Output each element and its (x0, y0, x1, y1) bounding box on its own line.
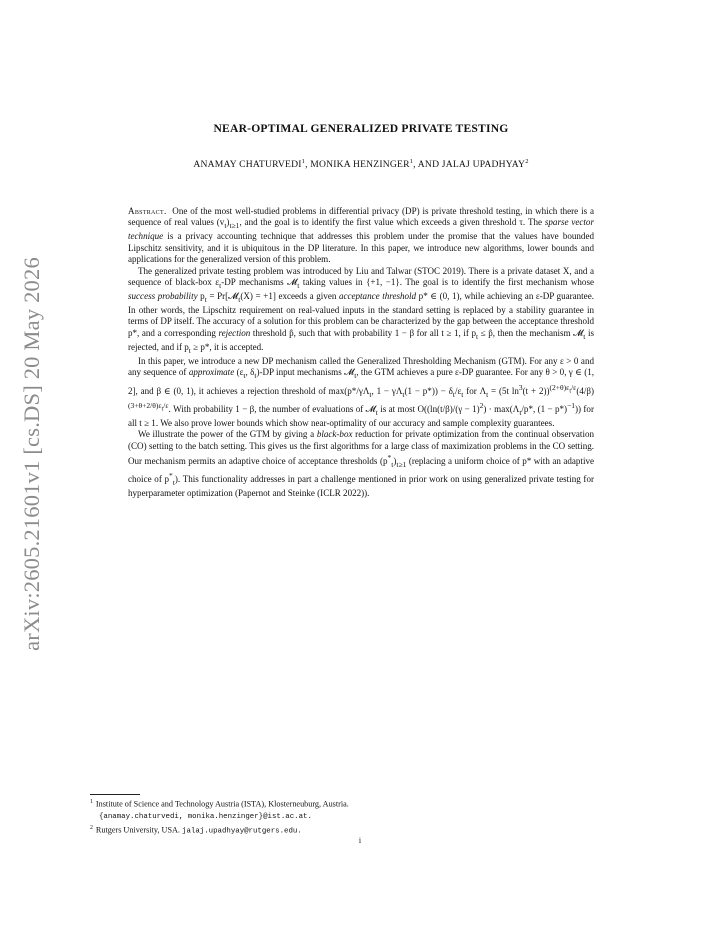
abstract-text: is at most O((ln(t/β)/(γ − 1) (377, 403, 480, 414)
emphasis-text: success probability (128, 291, 198, 301)
math-superscript-part: (2+θ)ε (549, 382, 570, 392)
footnote-email: {anamay.chaturvedi, monika.henzinger}@ist.ac.at. (99, 812, 312, 821)
page-number: i (358, 836, 362, 845)
math-subscript: t (188, 345, 191, 355)
abstract-text: p (197, 291, 205, 301)
abstract-text: threshold p̂, such that with probability 1 − β for all t ≥ 1, if p (250, 327, 477, 338)
math-subscript: t (476, 331, 479, 341)
abstract-text: In this paper, we introduce a new DP mechanism called the Generalized Thresholding Mechanism (GTM). For any ε > 0 and any sequence of (128, 356, 594, 378)
math-subscript: t (354, 371, 357, 381)
abstract-text: reduction for private optimization from the continual observation (CO) setting to the batch setting. This gives us the first algorithms for a large class of maximization problems in the CO setting. Our mechanism permits an adaptive choice of acceptance thresholds (p (128, 429, 595, 466)
abstract-paragraph-1 (128, 206, 594, 266)
footnote-mark: 2 (90, 824, 93, 831)
abstract-text: ). This functionality addresses in part a challenge mentioned in prior work on using generalized private testing for hyperparameter optimization (Papernot and Steinke (ICLR 2022)). (128, 474, 594, 499)
abstract-text: (replacing a uniform choice of p* with an adaptive choice of p (128, 455, 594, 485)
footnote-1-emails (90, 811, 610, 823)
abstract-text: , and the goal is to identify the first value which exceeds a given threshold τ. The (239, 217, 545, 228)
abstract-text: )) for all t ≥ 1. We also prove lower bounds which show near-optimality of our accuracy and sample complexity guarantees. (128, 403, 594, 428)
math-subscript: t (243, 371, 246, 381)
math-subscript: t (297, 280, 300, 290)
math-subscript: t≥1 (229, 221, 240, 231)
abstract-text: , the GTM achieves a pure ε-DP guarantee. For any θ > 0, γ ∈ (1, 2], and β ∈ (0, 1), it achieves a rejection threshold of max(p*/γΛ (128, 367, 594, 396)
abstract-text: is rejected, and if p (128, 327, 594, 352)
author-affiliation-mark: 2 (525, 158, 529, 165)
math-subscript: t (172, 477, 175, 487)
author-separator: , (305, 159, 311, 171)
math-subscript: t (161, 405, 164, 413)
abstract-text: )-DP input mechanisms 𝓜 (256, 367, 355, 378)
abstract-text: (X) = +1] exceeds a given (240, 291, 339, 301)
emphasis-text: rejection (218, 327, 251, 338)
abstract-text: ) · max(Λ (483, 403, 520, 414)
abstract-text: = Pr[𝓜 (206, 291, 239, 301)
math-superscript-part: /ε (571, 382, 577, 392)
footnote-divider (90, 794, 140, 795)
author-name: ANAMAY CHATURVEDI (193, 159, 302, 171)
abstract (128, 206, 594, 500)
author-name: JALAJ UPADHYAY (441, 159, 526, 171)
abstract-text: p* ∈ (0, 1), while achieving an ε-DP guarantee. In other words, the Lipschitz requirement on real-valued inputs in the standard setting is replaced by a stability guarantee in terms of DP itself. The accuracy of a solution for this problem can be characterized by the gap between the acceptance threshold p*, and a corresponding (128, 291, 594, 338)
math-superscript-part: (3+θ+2/θ)ε (128, 400, 162, 410)
abstract-text: ≤ p̂, then the mechanism 𝓜 (478, 327, 584, 338)
math-superscript: 3 (518, 382, 523, 392)
abstract-text: , 1 − γΛ (371, 385, 403, 396)
math-subscript: t (519, 407, 522, 417)
emphasis-text: approximate (188, 367, 235, 378)
math-superscript: −1 (567, 400, 576, 410)
math-subscript: t (486, 389, 489, 399)
author-separator: , AND (413, 159, 442, 171)
math-subscript: t (583, 331, 586, 341)
abstract-text: (4/β) (576, 385, 594, 396)
math-subscript: t (204, 294, 207, 304)
abstract-text: (ε (234, 367, 244, 378)
abstract-text: ) (226, 217, 230, 228)
abstract-text: . With probability 1 − β, the number of evaluations of 𝓜 (168, 403, 376, 414)
abstract-text: We illustrate the power of the GTM by giving a (138, 429, 317, 440)
emphasis-text: sparse vector technique (128, 217, 594, 242)
author-affiliation-mark: 1 (301, 158, 306, 165)
abstract-paragraph-4 (128, 429, 594, 499)
math-subscript: t (219, 280, 222, 290)
math-subscript: t (254, 371, 257, 381)
math-subscript: t (238, 294, 241, 304)
author-affiliation-mark: 1 (409, 158, 414, 165)
math-subscript: t (391, 459, 394, 469)
math-subscript: t (452, 389, 455, 399)
abstract-text: taking values in {+1, −1}. The goal is to identify the first mechanism whose (299, 276, 594, 287)
abstract-heading: Abstract. (128, 206, 167, 216)
arxiv-identifier-text: arXiv:2605.21601v1 [cs.DS] 20 May 2026 (19, 257, 44, 651)
footnote-text: Rutgers University, USA. (95, 825, 183, 835)
abstract-text: ≥ p*, it is accepted. (190, 341, 264, 352)
math-superscript: * (169, 471, 173, 481)
footnotes (90, 797, 610, 837)
abstract-paragraph-2 (128, 266, 594, 357)
footnote-1 (90, 797, 610, 811)
math-subscript: t (461, 389, 464, 399)
footnote-text: Institute of Science and Technology Austria (ISTA), Klosterneuburg, Austria. (95, 799, 349, 809)
math-subscript: t (375, 407, 378, 417)
emphasis-text: acceptance threshold (338, 291, 417, 301)
math-superscript: * (387, 452, 392, 462)
author-list (128, 158, 594, 170)
abstract-text: One of the most well-studied problems in differential privacy (DP) is private threshold testing, in which there is a sequence of real values (v (128, 206, 594, 228)
abstract-text: is a privacy accounting technique that addresses this problem under the promise that the values have bounded Lipschitz sensitivity, and it is ubiquitous in the DP literature. In this paper, we introduce new algorithms, lower bounds and applications for the generalized version of this problem. (128, 231, 594, 265)
abstract-text: /p*, (1 − p*) (521, 403, 568, 414)
footnote-mark: 1 (90, 799, 93, 805)
abstract-text: = (5t ln (488, 385, 519, 396)
math-subscript: t (224, 221, 227, 231)
math-superscript (128, 400, 169, 413)
abstract-text: , δ (245, 367, 255, 378)
math-subscript: t≥1 (396, 459, 407, 469)
emphasis-text: black-box (316, 429, 353, 440)
math-superscript-part: /ε (163, 400, 169, 410)
math-superscript (549, 382, 577, 395)
arxiv-identifier-stamp (2, 0, 62, 932)
abstract-text: (t + 2)) (522, 385, 550, 396)
abstract-paragraph-3 (128, 356, 594, 429)
paper-title: NEAR-OPTIMAL GENERALIZED PRIVATE TESTING (213, 122, 509, 135)
math-subscript: t (569, 387, 572, 395)
math-superscript: 2 (479, 400, 484, 410)
footnote-email: jalaj.upadhyay@rutgers.edu. (182, 827, 302, 836)
abstract-text: The generalized private testing problem was introduced by Liu and Talwar (STOC 2019). There is a private dataset X, and a sequence of black-box ε (128, 265, 594, 287)
abstract-text: /ε (454, 385, 462, 396)
abstract-text: -DP mechanisms 𝓜 (221, 276, 298, 287)
abstract-text: (1 − p*)) − δ (404, 385, 453, 396)
math-subscript: t (402, 389, 405, 399)
abstract-text: ) (393, 455, 397, 466)
abstract-text: for Λ (463, 385, 487, 396)
math-subscript: t (369, 389, 372, 399)
author-name: MONIKA HENZINGER (310, 159, 410, 171)
footnote-2 (90, 823, 610, 838)
